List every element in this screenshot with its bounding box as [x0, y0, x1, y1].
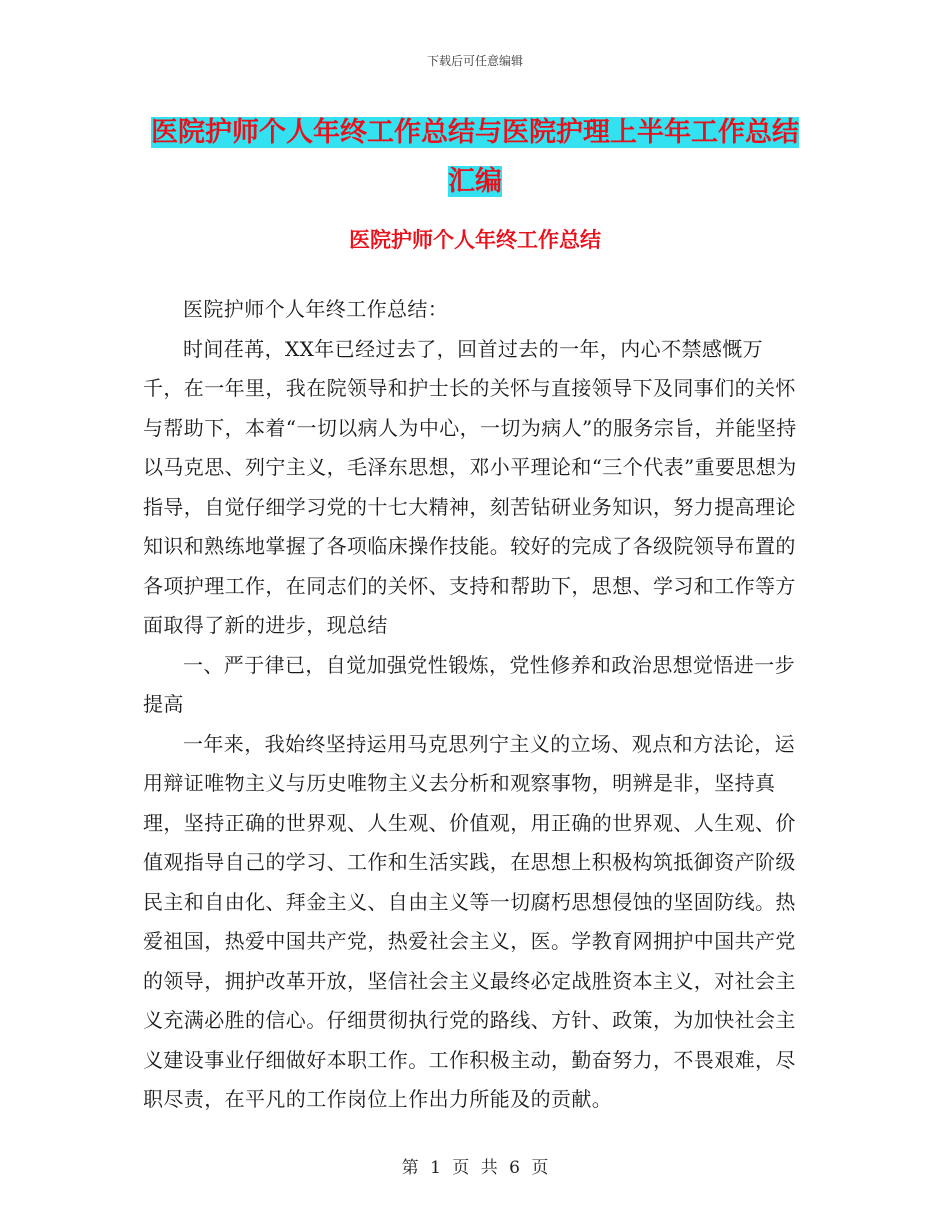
- document-body: [143, 290, 803, 1120]
- paragraph-intro: 时间荏苒，XX年已经过去了，回首过去的一年，内心不禁感慨万千，在一年里，我在院领导和护士长的关怀与直接领导下及同事们的关怀与帮助下，本着“一切以病人为中心，一切为病人”的服务宗旨，并能坚持以马克思、列宁主义，毛泽东思想，邓小平理论和“三个代表”重要思想为指导，自觉仔细学习党的十七大精神，刻苦钻研业务知识，努力提高理论知识和熟练地掌握了各项临床操作技能。较好的完成了各级院领导布置的各项护理工作，在同志们的关怀、支持和帮助下，思想、学习和工作等方面取得了新的进步，现总结: [143, 336, 797, 637]
- document-title-text: 医院护师个人年终工作总结与医院护理上半年工作总结汇编: [151, 117, 799, 197]
- header-note: 下载后可任意编辑: [426, 54, 523, 68]
- paragraph-salutation: 医院护师个人年终工作总结：: [183, 297, 449, 321]
- paragraph-body-one: 一年来，我始终坚持运用马克思列宁主义的立场、观点和方法论，运用辩证唯物主义与历史唯物主义去分析和观察事物，明辨是非，坚持真理，坚持正确的世界观、人生观、价值观，用正确的世界观、人生观、价值观指导自己的学习、工作和生活实践，在思想上积极构筑抵御资产阶级民主和自由化、拜金主义、自由主义等一切腐朽思想侵蚀的坚固防线。热爱祖国，热爱中国共产党，热爱社会主义，医。学教育网拥护中国共产党的领导，拥护改革开放，坚信社会主义最终必定战胜资本主义，对社会主义充满必胜的信心。仔细贯彻执行党的路线、方针、政策，为加快社会主义建设事业仔细做好本职工作。工作积极主动，勤奋努力，不畏艰难，尽职尽责，在平凡的工作岗位上作出力所能及的贡献。: [143, 731, 796, 1111]
- paragraph-heading-one: 一、严于律已，自觉加强党性锻炼，党性修养和政治思想觉悟进一步提高: [143, 652, 795, 716]
- page-footer: 第 1 页 共 6 页: [401, 1158, 549, 1178]
- section-title: 医院护师个人年终工作总结: [349, 228, 601, 252]
- document-title: [140, 108, 810, 206]
